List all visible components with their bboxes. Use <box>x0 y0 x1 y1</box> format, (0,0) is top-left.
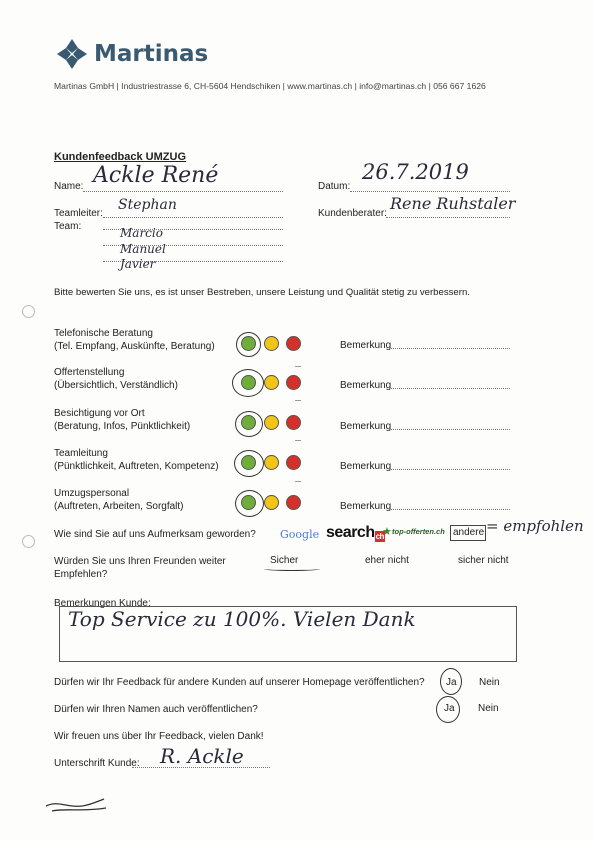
smiley-sad-icon[interactable] <box>286 415 301 430</box>
rating-title: Umzugspersonal <box>54 488 130 499</box>
smiley-happy-icon[interactable] <box>241 495 256 510</box>
form-title: Kundenfeedback UMZUG <box>54 151 187 163</box>
handwritten-scribble <box>44 796 112 816</box>
smiley-sad-icon[interactable] <box>286 336 301 351</box>
remark-line[interactable] <box>389 469 510 470</box>
intro-text: Bitte bewerten Sie uns, es ist unser Bestreben, unsere Leistung und Qualität stetig zu verbessern. <box>54 287 470 298</box>
remark-label: Bemerkung <box>340 421 392 432</box>
teamleiter-label: Teamleiter: <box>54 208 103 219</box>
name-publish-yes[interactable]: Ja <box>444 703 455 714</box>
divider <box>295 440 301 441</box>
kundenberater-label: Kundenberater: <box>318 208 387 219</box>
thanks-text: Wir freuen uns über Ihr Feedback, vielen Dank! <box>54 731 264 742</box>
team-member[interactable]: Manuel <box>120 242 166 256</box>
name-label: Name: <box>54 181 84 192</box>
selection-circle <box>436 696 460 723</box>
smiley-sad-icon[interactable] <box>286 495 301 510</box>
rating-title: Besichtigung vor Ort <box>54 408 145 419</box>
publish-question: Dürfen wir Ihr Feedback für andere Kunden auf unserer Homepage veröffentlichen? <box>54 677 425 688</box>
remark-line[interactable] <box>389 348 510 349</box>
recommend-question: Würden Sie uns Ihren Freunden weiter <box>54 556 226 567</box>
smiley-sad-icon[interactable] <box>286 375 301 390</box>
rating-title: Offertenstellung <box>54 367 125 378</box>
name-line <box>83 191 283 192</box>
recommend-option-sicher[interactable]: Sicher <box>270 555 299 566</box>
search-ch-badge: ch <box>375 532 384 541</box>
comments-label: Bemerkungen Kunde: <box>54 598 151 609</box>
divider <box>295 366 301 367</box>
andere-box[interactable] <box>450 525 486 541</box>
smiley-neutral-icon[interactable] <box>264 495 279 510</box>
andere-label: andere <box>453 527 485 538</box>
remark-line[interactable] <box>389 388 510 389</box>
punch-hole <box>22 305 35 318</box>
smiley-happy-icon[interactable] <box>241 455 256 470</box>
topofferten-option[interactable]: top-offerten.ch <box>392 527 445 536</box>
publish-yes[interactable]: Ja <box>446 677 457 688</box>
smiley-happy-icon[interactable] <box>241 375 256 390</box>
team-label: Team: <box>54 221 82 232</box>
comments-box[interactable] <box>59 606 517 662</box>
rating-subtitle: (Übersichtlich, Verständlich) <box>54 380 178 391</box>
remark-line[interactable] <box>389 509 510 510</box>
address-line: Martinas GmbH | Industriestrasse 6, CH-5604 Hendschiken | www.martinas.ch | info@martinas.ch | 056 667 1626 <box>54 81 486 91</box>
rating-subtitle: (Auftreten, Arbeiten, Sorgfalt) <box>54 501 184 512</box>
remark-label: Bemerkung <box>340 461 392 472</box>
name-value[interactable]: Ackle René <box>93 163 219 188</box>
signature-label: Unterschrift Kunde: <box>54 758 140 769</box>
datum-value[interactable]: 26.7.2019 <box>362 160 469 184</box>
star-icon: ★ <box>382 526 392 538</box>
google-option[interactable]: Google <box>280 528 320 541</box>
smiley-neutral-icon[interactable] <box>264 455 279 470</box>
smiley-neutral-icon[interactable] <box>264 336 279 351</box>
team-member[interactable]: Javier <box>120 257 156 271</box>
teamleiter-value[interactable]: Stephan <box>118 197 177 213</box>
punch-hole <box>22 535 35 548</box>
remark-label: Bemerkung <box>340 340 392 351</box>
remark-label: Bemerkung <box>340 501 392 512</box>
name-publish-question: Dürfen wir Ihren Namen auch veröffentlichen? <box>54 704 258 715</box>
comments-value: Top Service zu 100%. Vielen Dank <box>68 607 416 631</box>
rating-title: Telefonische Beratung <box>54 328 153 339</box>
smiley-sad-icon[interactable] <box>286 455 301 470</box>
datum-label: Datum: <box>318 181 351 192</box>
logo-name: Martinas <box>94 41 209 67</box>
source-question: Wie sind Sie auf uns Aufmerksam geworden? <box>54 529 256 540</box>
recommend-question-cont: Empfehlen? <box>54 569 108 580</box>
smiley-happy-icon[interactable] <box>241 336 256 351</box>
kundenberater-line <box>386 217 510 218</box>
search-text: search <box>326 524 375 541</box>
logo-star-icon <box>56 38 88 70</box>
divider <box>295 400 301 401</box>
divider <box>295 481 301 482</box>
recommend-option-eher-nicht[interactable]: eher nicht <box>365 555 409 566</box>
name-publish-no[interactable]: Nein <box>478 703 499 714</box>
selection-circle <box>440 668 462 695</box>
signature-value: R. Ackle <box>160 744 244 768</box>
rating-subtitle: (Beratung, Infos, Pünktlichkeit) <box>54 421 191 432</box>
kundenberater-value[interactable]: Rene Ruhstaler <box>390 194 516 213</box>
recommend-option-sicher-nicht[interactable]: sicher nicht <box>458 555 509 566</box>
smiley-neutral-icon[interactable] <box>264 375 279 390</box>
datum-line <box>350 191 510 192</box>
smiley-neutral-icon[interactable] <box>264 415 279 430</box>
sicher-underline <box>264 567 320 571</box>
rating-subtitle: (Pünktlichkeit, Auftreten, Kompetenz) <box>54 461 219 472</box>
rating-title: Teamleitung <box>54 448 108 459</box>
remark-label: Bemerkung <box>340 380 392 391</box>
smiley-happy-icon[interactable] <box>241 415 256 430</box>
publish-no[interactable]: Nein <box>479 677 500 688</box>
rating-subtitle: (Tel. Empfang, Auskünfte, Beratung) <box>54 341 215 352</box>
team-member[interactable]: Marcio <box>120 226 163 240</box>
andere-value[interactable]: = empfohlen <box>486 517 584 535</box>
search-option[interactable] <box>326 524 385 542</box>
teamleiter-line <box>103 217 283 218</box>
remark-line[interactable] <box>389 429 510 430</box>
